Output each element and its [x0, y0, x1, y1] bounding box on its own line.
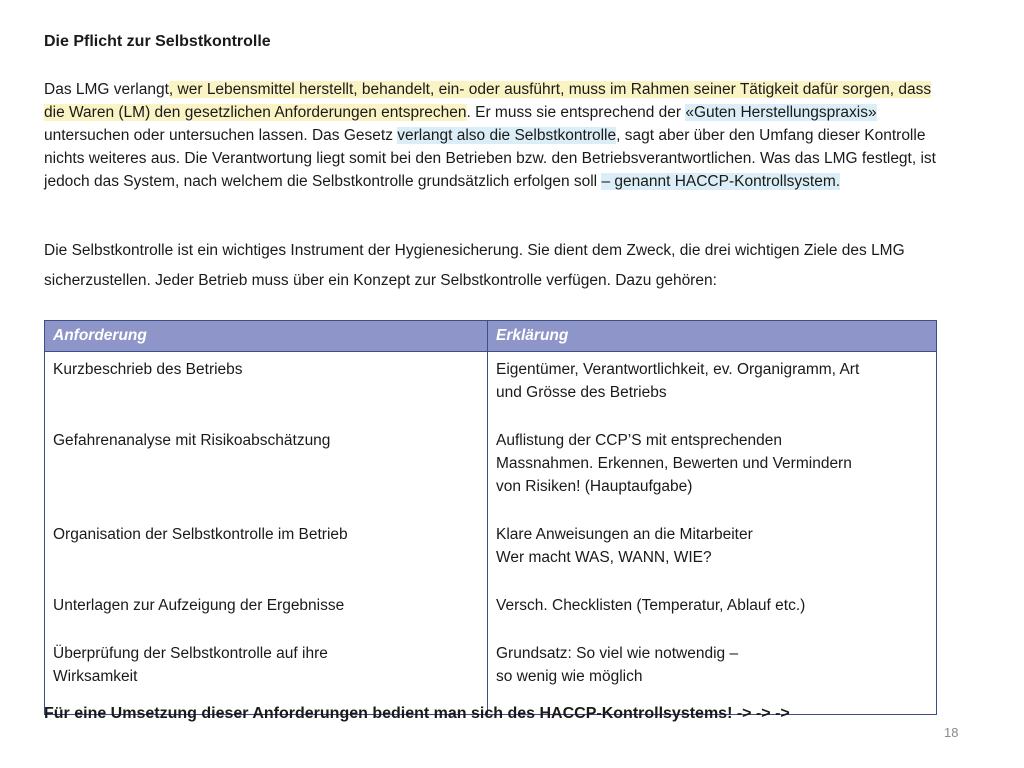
- highlight-haccp: – genannt HACCP-Kontrollsystem.: [601, 173, 841, 190]
- requirement-text: Wirksamkeit: [53, 668, 138, 685]
- explanation-cell: [488, 636, 937, 715]
- requirement-text: Überprüfung der Selbstkontrolle auf ihre: [53, 645, 328, 662]
- intro-paragraph: [44, 78, 949, 193]
- explanation-cell: [488, 352, 937, 424]
- explanation-cell: [488, 517, 937, 588]
- page-title: Die Pflicht zur Selbstkontrolle: [44, 33, 271, 50]
- explanation-line: so wenig wie möglich: [496, 668, 643, 685]
- requirement-cell: [45, 636, 488, 715]
- explanation-cell: [488, 588, 937, 636]
- footer-statement: Für eine Umsetzung dieser Anforderungen bedient man sich des HACCP-Kontrollsystems! -> -> ->: [44, 705, 790, 722]
- highlight-good-practice: «Guten Herstellungspraxis»: [685, 104, 877, 121]
- requirement-cell: [45, 352, 488, 424]
- para1-text-3: . Er muss sie entsprechend der: [466, 104, 686, 121]
- second-paragraph: Die Selbstkontrolle ist ein wichtiges Instrument der Hygienesicherung. Sie dient dem Zweck, die drei wichtigen Ziele des LMG sicherzustellen. Jeder Betrieb muss über ein Konzept zur Selbstkontrolle verfügen. Dazu gehören:: [44, 242, 905, 289]
- table-row: [45, 636, 937, 715]
- highlight-law-requirement: , wer Lebensmittel herstellt, behandelt, ein- oder ausführt, muss im Rahmen seiner Tätigkeit dafür sorgen, dass die Waren (LM) den gesetzlichen Anforderungen entsprechen: [44, 81, 932, 121]
- table-row: [45, 517, 937, 588]
- page-number: 18: [944, 725, 959, 740]
- header-anforderung: Anforderung: [45, 321, 488, 352]
- highlight-self-control: verlangt also die Selbstkontrolle: [397, 127, 617, 144]
- requirement-text: Gefahrenanalyse mit Risikoabschätzung: [53, 432, 331, 449]
- explanation-line: Eigentümer, Verantwortlichkeit, ev. Organigramm, Art: [496, 361, 860, 378]
- para1-text-1: Das LMG verlangt: [44, 81, 169, 98]
- requirement-text: Unterlagen zur Aufzeigung der Ergebnisse: [53, 597, 345, 614]
- explanation-line: und Grösse des Betriebs: [496, 384, 667, 401]
- explanation-line: Wer macht WAS, WANN, WIE?: [496, 549, 712, 566]
- explanation-line: Grundsatz: So viel wie notwendig –: [496, 645, 739, 662]
- requirement-cell: [45, 517, 488, 588]
- requirements-table: [44, 320, 937, 715]
- explanation-line: von Risiken! (Hauptaufgabe): [496, 478, 693, 495]
- explanation-line: Klare Anweisungen an die Mitarbeiter: [496, 526, 753, 543]
- table-header-row: [45, 321, 937, 352]
- para1-text-5: untersuchen oder untersuchen lassen. Das Gesetz: [44, 127, 398, 144]
- explanation-line: Versch. Checklisten (Temperatur, Ablauf etc.): [496, 597, 806, 614]
- requirement-text: Organisation der Selbstkontrolle im Betrieb: [53, 526, 348, 543]
- table-row: [45, 352, 937, 424]
- explanation-line: Massnahmen. Erkennen, Bewerten und Vermindern: [496, 455, 852, 472]
- requirement-cell: [45, 588, 488, 636]
- explanation-cell: [488, 423, 937, 517]
- requirement-cell: [45, 423, 488, 517]
- table-row: [45, 588, 937, 636]
- requirement-text: Kurzbeschrieb des Betriebs: [53, 361, 243, 378]
- header-erklaerung: Erklärung: [488, 321, 937, 352]
- para1-text-7: , sagt aber über den Umfang dieser Kontrolle nichts weiteres aus. Die Verantwortung liegt somit bei den Betrieben bzw. den Betriebsverantwortlichen. Was das LMG festlegt, ist jedoch das System, nach welchem die Selbstkontrolle grundsätzlich erfolgen soll: [44, 127, 936, 190]
- explanation-line: Auflistung der CCP’S mit entsprechenden: [496, 432, 783, 449]
- table-row: [45, 423, 937, 517]
